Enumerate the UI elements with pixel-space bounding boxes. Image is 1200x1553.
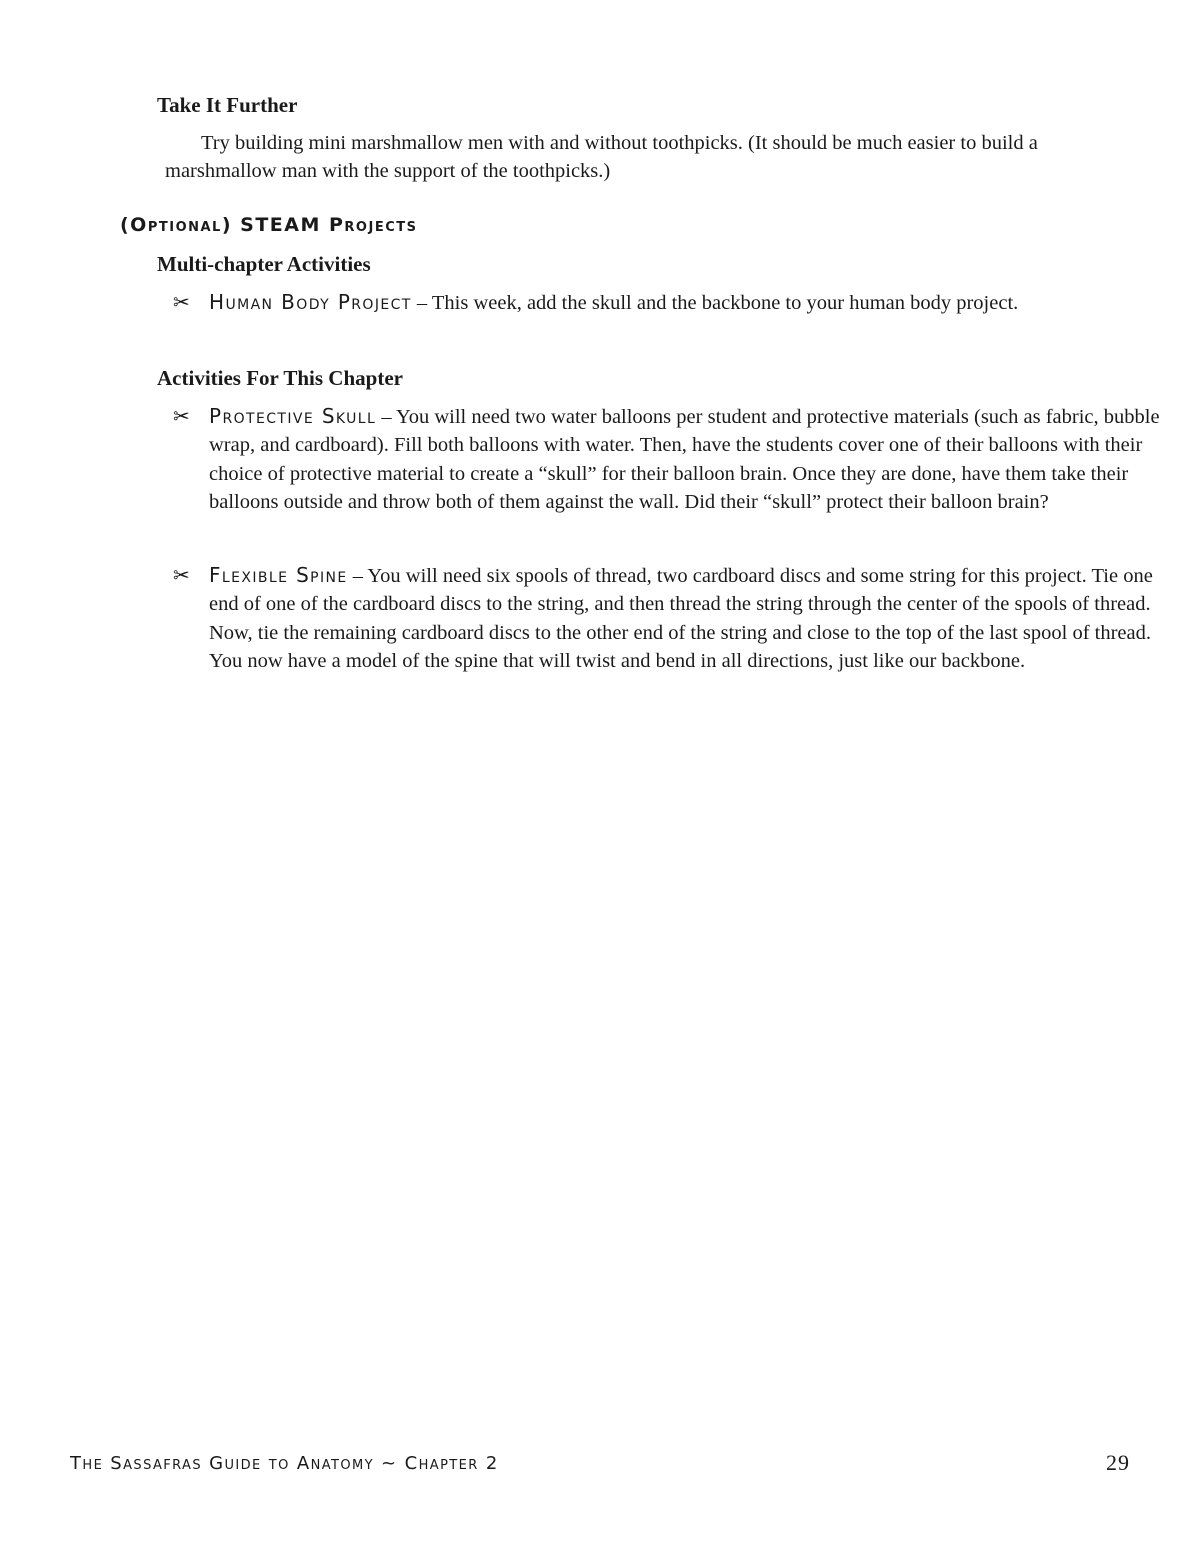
list-item: ✂ Human Body Project – This week, add the skull and the backbone to your human body project. <box>173 288 1154 317</box>
multi-chapter-heading: Multi-chapter Activities <box>157 252 371 276</box>
scissors-icon: ✂ <box>173 290 190 314</box>
activity-title: Flexible Spine <box>209 563 348 587</box>
footer-book-title: The Sassafras Guide to Anatomy ~ Chapter 2 <box>70 1453 499 1474</box>
page-number: 29 <box>1106 1450 1130 1475</box>
activity-text: You will need six spools of thread, two cardboard discs and some string for this project. Tie one end of one of the cardboard discs to the string, and then thread the string through the center of the spools of thread. Now, tie the remaining cardboard discs to the other end of the string and close to the top of the last spool of thread. You now have a model of the spine that will twist and bend in all directions, just like our backbone. <box>209 565 1153 672</box>
this-chapter-heading: Activities For This Chapter <box>157 366 403 390</box>
take-it-further-text: Try building mini marshmallow men with and without toothpicks. (It should be much easier to build a marshmallow man with the support of the toothpicks.) <box>165 132 1038 183</box>
scissors-icon: ✂ <box>173 404 190 428</box>
take-it-further-heading: Take It Further <box>157 93 298 117</box>
activity-text: This week, add the skull and the backbone to your human body project. <box>431 292 1019 314</box>
activity-title: Protective Skull <box>209 404 377 428</box>
steam-projects-heading: (Optional) STEAM Projects <box>120 214 418 236</box>
list-item: ✂ Protective Skull – You will need two water balloons per student and protective materials (such as fabric, bubble wrap, and cardboard). Fill both balloons with water. Then, have the students cover one of their balloons with their choice of protective material to create a “skull” for their balloon brain. Once they are done, have them take their balloons outside and throw both of them against the wall. Did their “skull” protect their balloon brain? <box>173 404 1160 513</box>
activity-title: Human Body Project <box>209 290 412 314</box>
activity-text: You will need two water balloons per student and protective materials (such as fabric, bubble wrap, and cardboard). Fill both balloons with water. Then, have the students cover one of their balloons with their choice of protective material to create a “skull” for their balloon brain. Once they are done, have them take their balloons outside and throw both of them against the wall. Did their “skull” protect their balloon brain? <box>209 406 1160 513</box>
scissors-icon: ✂ <box>173 563 190 587</box>
list-item: ✂ Flexible Spine – You will need six spools of thread, two cardboard discs and some string for this project. Tie one end of one of the cardboard discs to the string, and then thread the string through the center of the spools of thread. Now, tie the remaining cardboard discs to the other end of the string and close to the top of the last spool of thread. You now have a model of the spine that will twist and bend in all directions, just like our backbone. <box>173 563 1153 672</box>
